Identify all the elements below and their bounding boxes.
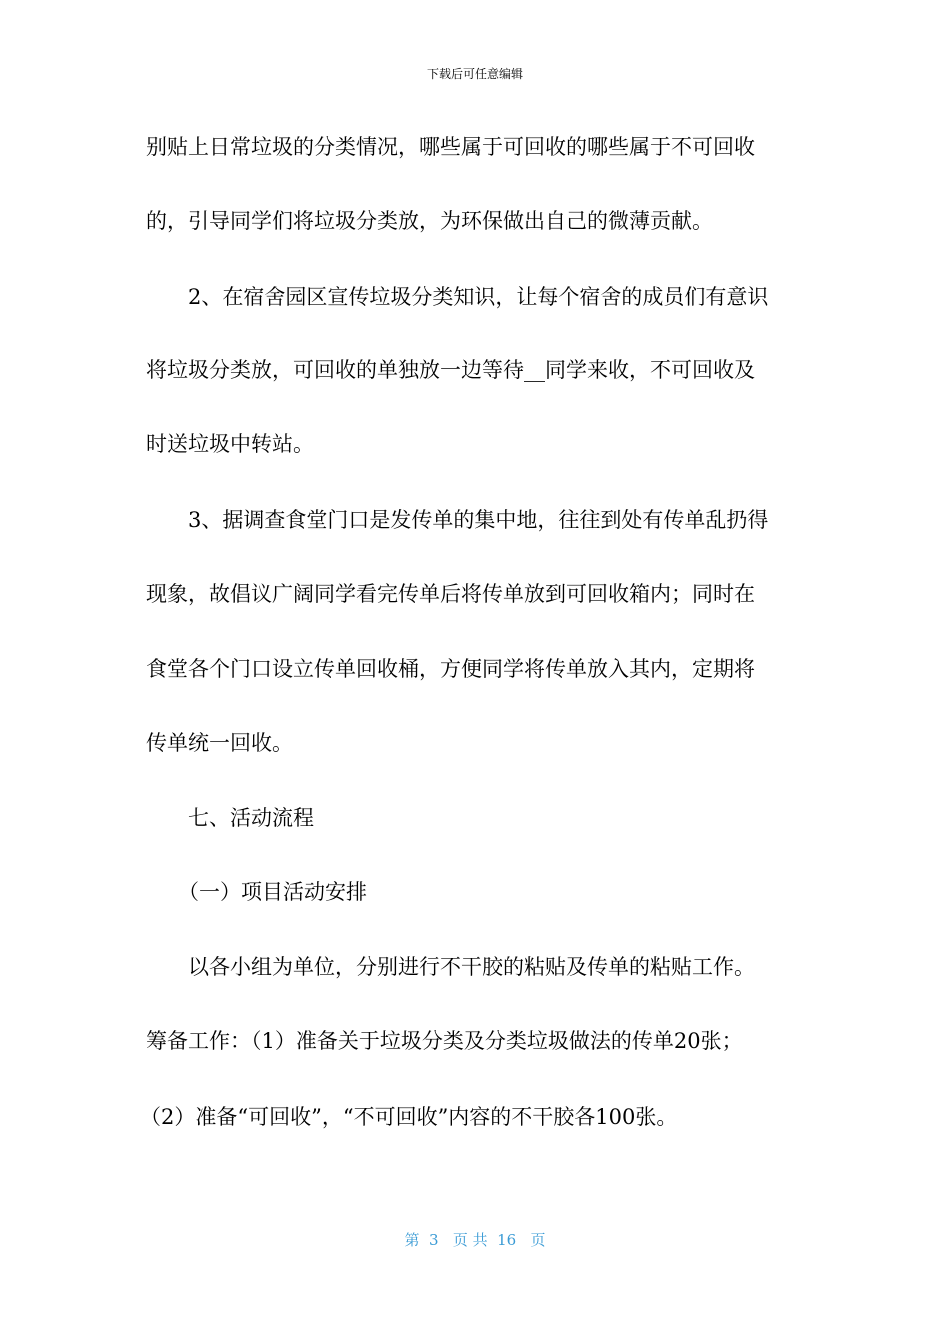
section-heading: 七、活动流程	[188, 806, 314, 830]
body-line: 将垃圾分类放，可回收的单独放一边等待__同学来收，不可回收及	[146, 358, 755, 382]
body-line: 筹备工作：（1）准备关于垃圾分类及分类垃圾做法的传单20张；	[146, 1029, 743, 1053]
body-line: 3、据调查食堂门口是发传单的集中地，往往到处有传单乱扔得	[188, 508, 769, 532]
body-line: 传单统一回收。	[146, 731, 293, 755]
body-line: 2、在宿舍园区宣传垃圾分类知识，让每个宿舍的成员们有意识	[188, 285, 769, 309]
body-line: 时送垃圾中转站。	[146, 432, 314, 456]
body-line: 的，引导同学们将垃圾分类放，为环保做出自己的微薄贡献。	[146, 209, 713, 233]
body-line: 食堂各个门口设立传单回收桶，方便同学将传单放入其内，定期将	[146, 657, 755, 681]
subsection-heading: （一）项目活动安排	[178, 880, 367, 904]
body-line: （2）准备“可回收”，“不可回收”内容的不干胶各100张。	[140, 1105, 678, 1129]
body-line: 以各小组为单位，分别进行不干胶的粘贴及传单的粘贴工作。	[188, 955, 755, 979]
page-header: 下载后可任意编辑	[426, 67, 523, 81]
page-footer: 第 3 页 共 16 页	[404, 1231, 546, 1249]
body-line: 别贴上日常垃圾的分类情况，哪些属于可回收的哪些属于不可回收	[146, 135, 755, 159]
body-line: 现象，故倡议广阔同学看完传单后将传单放到可回收箱内；同时在	[146, 582, 755, 606]
